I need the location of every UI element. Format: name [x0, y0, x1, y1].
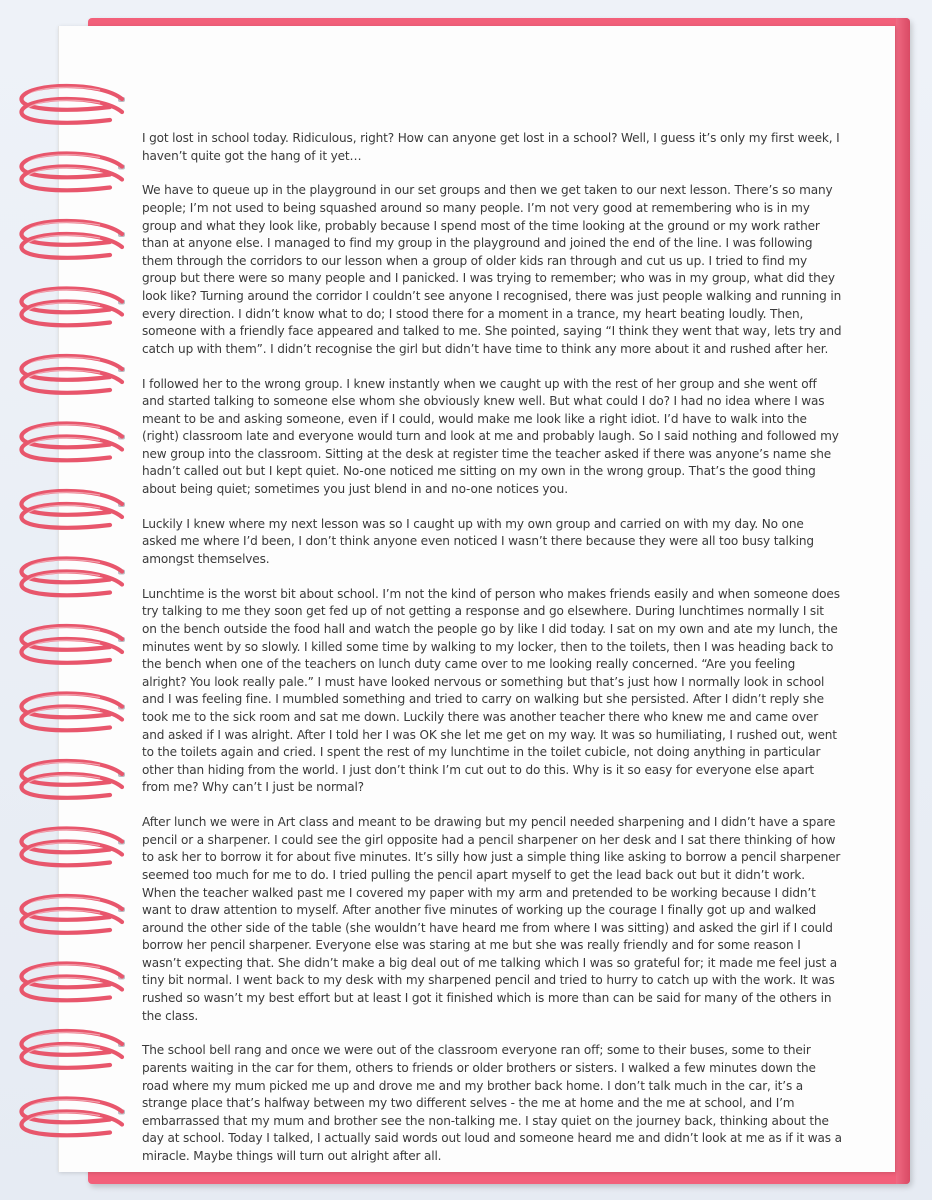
paragraph-7: The school bell rang and once we were out of the classroom everyone ran off; some to their buses, some to their parents waiting in the car for them, others to friends or older brothers or sisters. I walked a few minutes down the road where my mum picked me up and drove me and my brother back home. I don’t talk much in the car, it’s a strange place that’s halfway between my two different selves - the me at home and the me at school, and I’m embarrassed that my mum and brother see the non-talking me. I stay quiet on the journey back, thinking about the day at school. Today I talked, I actually said words out loud and someone heard me and didn’t look at me as if it was a miracle. Maybe things will turn out alright after all.	[142, 1043, 842, 1163]
binding-ring	[21, 491, 125, 528]
binding-ring	[21, 424, 125, 461]
binding-ring	[21, 964, 125, 1001]
binding-ring	[21, 829, 125, 866]
paragraph-1: I got lost in school today. Ridiculous, right? How can anyone get lost in a school? Well, I guess it’s only my first week, I haven’t quite got the hang of it yet…	[142, 131, 840, 163]
binding-ring	[21, 896, 125, 933]
binding-ring	[21, 761, 125, 798]
binding-ring	[21, 1099, 125, 1136]
paragraph-2: We have to queue up in the playground in our set groups and then we get taken to our next lesson. There’s so many people; I’m not used to being squashed around so many people. I’m not very good at remembering who is in my group and what they look like, probably because I spend most of the time looking at the ground or my work rather than at anyone else. I managed to find my group in the playground and joined the end of the line. I was following them through the corridors to our lesson when a group of older kids ran through and cut us up. I tried to find my group but there were so many people and I panicked. I was trying to remember; who was in my group, what did they look like? Turning around the corridor I couldn’t see anyone I recognised, there was just people walking and running in every direction. I didn’t know what to do; I stood there for a moment in a trance, my heart beating loudly. Then, someone with a friendly face appeared and talked to me. She pointed, saying “I think they went that way, lets try and catch up with them”. I didn’t recognise the girl but didn’t have time to think any more about it and rushed after her.	[142, 183, 842, 356]
binding-ring	[21, 221, 125, 258]
binding-ring	[21, 86, 125, 123]
paragraph-6: After lunch we were in Art class and meant to be drawing but my pencil needed sharpening and I didn’t have a spare pencil or a sharpener. I could see the girl opposite had a pencil sharpener on her desk and I sat there thinking of how to ask her to borrow it for about five minutes. It’s silly how just a simple thing like asking to borrow a pencil sharpener seemed too much for me to do. I tried pulling the pencil apart myself to get the lead back out but it didn’t work. When the teacher walked past me I covered my paper with my arm and pretended to be working because I didn’t want to draw attention to myself. After another five minutes of working up the courage I finally got up and walked around the other side of the table (she wouldn’t have heard me from where I was sitting) and asked the girl if I could borrow her pencil sharpener. Everyone else was staring at me but she was really friendly and for some reason I wasn’t expecting that. She didn’t make a big deal out of me talking which I was so grateful for; it made me feel just a tiny bit normal. I went back to my desk with my sharpened pencil and tried to hurry to catch up with the work. It was rushed so wasn’t my best effort but at least I got it finished which is more than can be said for many of the others in the class.	[142, 815, 841, 1023]
paragraph-5: Lunchtime is the worst bit about school. I’m not the kind of person who makes friends easily and when someone does try talking to me they soon get fed up of not getting a response and go elsewhere. During lunchtimes normally I sit on the bench outside the food hall and watch the people go by like I did today. I sat on my own and ate my lunch, the minutes went by so slowly. I killed some time by walking to my locker, then to the toilets, then I was heading back to the bench when one of the teachers on lunch duty came over to me looking really concerned. “Are you feeling alright? You look really pale.” I must have looked nervous or something but that’s just how I normally look in school and I was feeling fine. I mumbled something and tried to carry on walking but she persisted. After I didn’t reply she took me to the sick room and sat me down. Luckily there was another teacher there who knew me and came over and asked if I was alright. After I told her I was OK she let me get on my way. It was so humiliating, I rushed out, went to the toilets again and cried. I spent the rest of my lunchtime in the toilet cubicle, not doing anything in particular other than hiding from the world. I just don’t think I’m cut out to do this. Why is it so easy for everyone else apart from me? Why can’t I just be normal?	[142, 586, 840, 795]
binding-ring	[21, 1031, 125, 1068]
spiral-binding-icon	[0, 0, 140, 1200]
binding-ring	[21, 289, 125, 326]
binding-ring	[21, 154, 125, 191]
paragraph-4: Luckily I knew where my next lesson was so I caught up with my own group and carried on with my day. No one asked me where I’d been, I don’t think anyone even noticed I wasn’t there because they were all too busy talking amongst themselves.	[142, 516, 814, 567]
binding-ring	[21, 694, 125, 731]
binding-ring	[21, 356, 125, 393]
diary-entry	[142, 130, 842, 1183]
binding-ring	[21, 559, 125, 596]
binding-ring	[21, 626, 125, 663]
paragraph-3: I followed her to the wrong group. I knew instantly when we caught up with the rest of her group and she went off and started talking to someone else whom she obviously knew well. But what could I do? I had no idea where I was meant to be and asking someone, even if I could, would make me look like a right idiot. I’d have to walk into the (right) classroom late and everyone would turn and look at me and probably laugh. So I said nothing and followed my new group into the classroom. Sitting at the desk at register time the teacher asked if there was anyone’s name she hadn’t called out but I kept quiet. No-one noticed me sitting on my own in the wrong group. That’s the good thing about being quiet; sometimes you just blend in and no-one notices you.	[142, 376, 839, 497]
